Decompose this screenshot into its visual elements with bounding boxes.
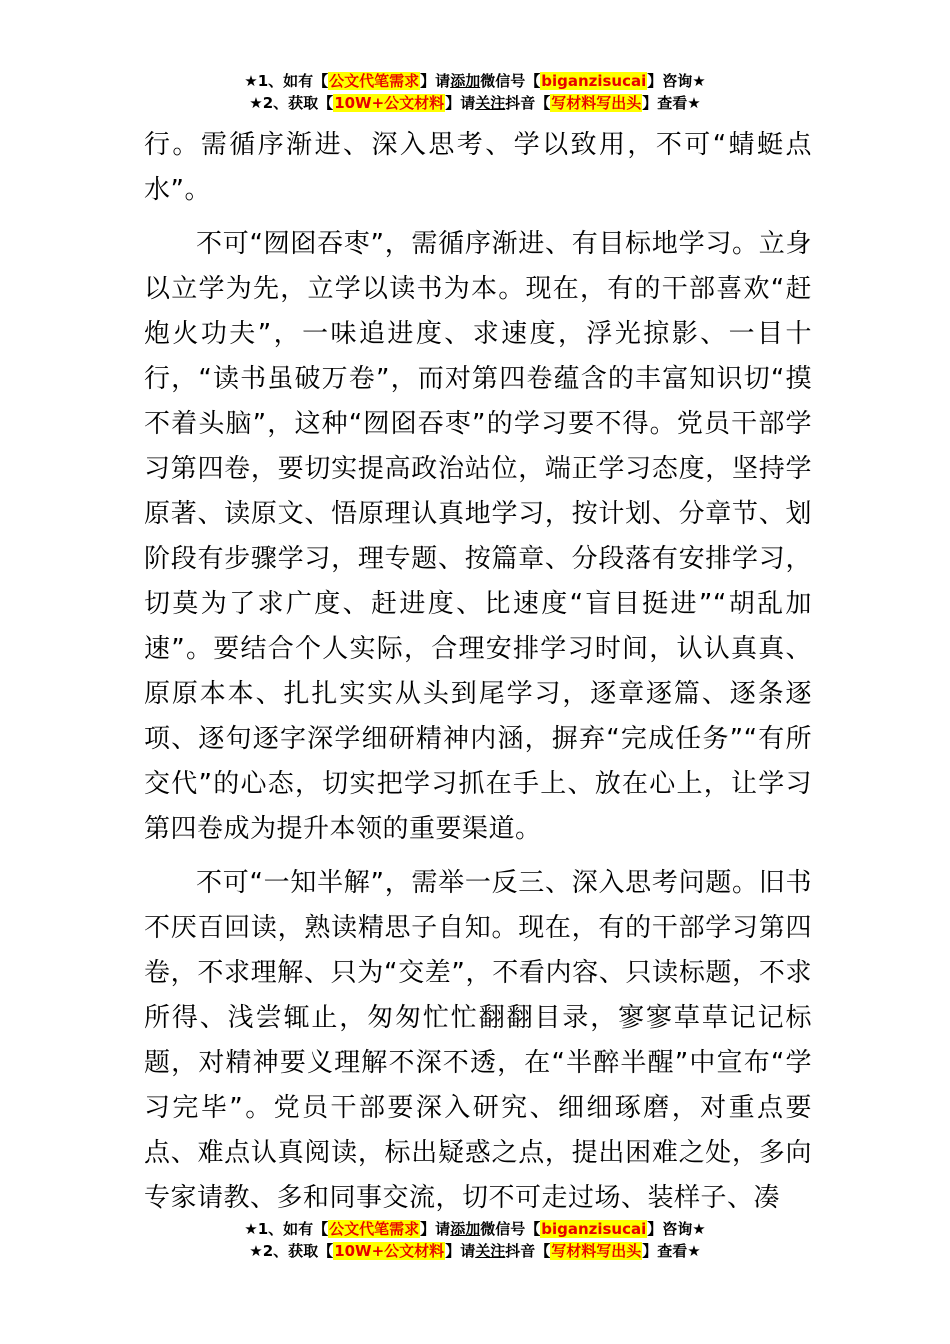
banner-text: 微信号【 (480, 72, 541, 90)
banner-text: 】请 (445, 94, 476, 112)
banner-underlined: 添加 (450, 1220, 481, 1238)
banner-highlight: 10W+公文材料 (334, 94, 445, 112)
banner-text: 】查看★ (642, 94, 701, 112)
banner-text: ★1、如有【 (244, 72, 329, 90)
header-banner (0, 70, 950, 114)
banner-line-1 (0, 70, 950, 92)
banner-highlight: biganzisucai (541, 72, 647, 90)
banner-highlight: 写材料写出头 (551, 94, 642, 112)
document-body (144, 123, 812, 1221)
banner-highlight: 公文代笔需求 (329, 72, 420, 90)
paragraph-continuation: 行。需循序渐进、深入思考、学以致用，不可“蜻蜓点水”。 (144, 130, 812, 205)
banner-underlined: 关注 (475, 94, 506, 112)
banner-text: ★2、获取【 (249, 1242, 334, 1260)
banner-line-2 (0, 1240, 950, 1262)
banner-text: 】查看★ (642, 1242, 701, 1260)
banner-highlight: biganzisucai (541, 1220, 647, 1238)
banner-line-2 (0, 92, 950, 114)
footer-banner (0, 1218, 950, 1262)
banner-text: 微信号【 (480, 1220, 541, 1238)
banner-text: 】咨询★ (647, 1220, 706, 1238)
banner-text: ★2、获取【 (249, 94, 334, 112)
paragraph-1: 不可“囫囵吞枣”，需循序渐进、有目标地学习。立身以立学为先，立学以读书为本。现在，有的干部喜欢“赶炮火功夫”，一味追进度、求速度，浮光掠影、一目十行，“读书虽破万卷”，而对第四卷蕴含的丰富知识切“摸不着头脑”，这种“囫囵吞枣”的学习要不得。党员干部学习第四卷，要切实提高政治站位，端正学习态度，坚持学原著、读原文、悟原理认真地学习，按计划、分章节、划阶段有步骤学习，理专题、按篇章、分段落有安排学习，切莫为了求广度、赶进度、比速度“盲目挺进”“胡乱加速”。要结合个人实际，合理安排学习时间，认认真真、原原本本、扎扎实实从头到尾学习，逐章逐篇、逐条逐项、逐句逐字深学细研精神内涵，摒弃“完成任务”“有所交代”的心态，切实把学习抓在手上、放在心上，让学习第四卷成为提升本领的重要渠道。 (144, 229, 812, 844)
banner-highlight: 写材料写出头 (551, 1242, 642, 1260)
banner-text: 抖音【 (505, 1242, 551, 1260)
banner-underlined: 添加 (450, 72, 481, 90)
banner-text: 抖音【 (505, 94, 551, 112)
banner-text: 】请 (420, 1220, 451, 1238)
banner-text: 】咨询★ (647, 72, 706, 90)
paragraph-2: 不可“一知半解”，需举一反三、深入思考问题。旧书不厌百回读，熟读精思子自知。现在，有的干部学习第四卷，不求理解、只为“交差”，不看内容、只读标题，不求所得、浅尝辄止，匆匆忙忙翻翻目录，寥寥草草记记标题，对精神要义理解不深不透，在“半醉半醒”中宣布“学习完毕”。党员干部要深入研究、细细琢磨，对重点要点、难点认真阅读，标出疑惑之点，提出困难之处，多向专家请教、多和同事交流，切不可走过场、装样子、凑 (144, 868, 812, 1213)
banner-text: 】请 (420, 72, 451, 90)
banner-underlined: 关注 (475, 1242, 506, 1260)
banner-highlight: 10W+公文材料 (334, 1242, 445, 1260)
banner-highlight: 公文代笔需求 (329, 1220, 420, 1238)
banner-text: 】请 (445, 1242, 476, 1260)
banner-line-1 (0, 1218, 950, 1240)
banner-text: ★1、如有【 (244, 1220, 329, 1238)
